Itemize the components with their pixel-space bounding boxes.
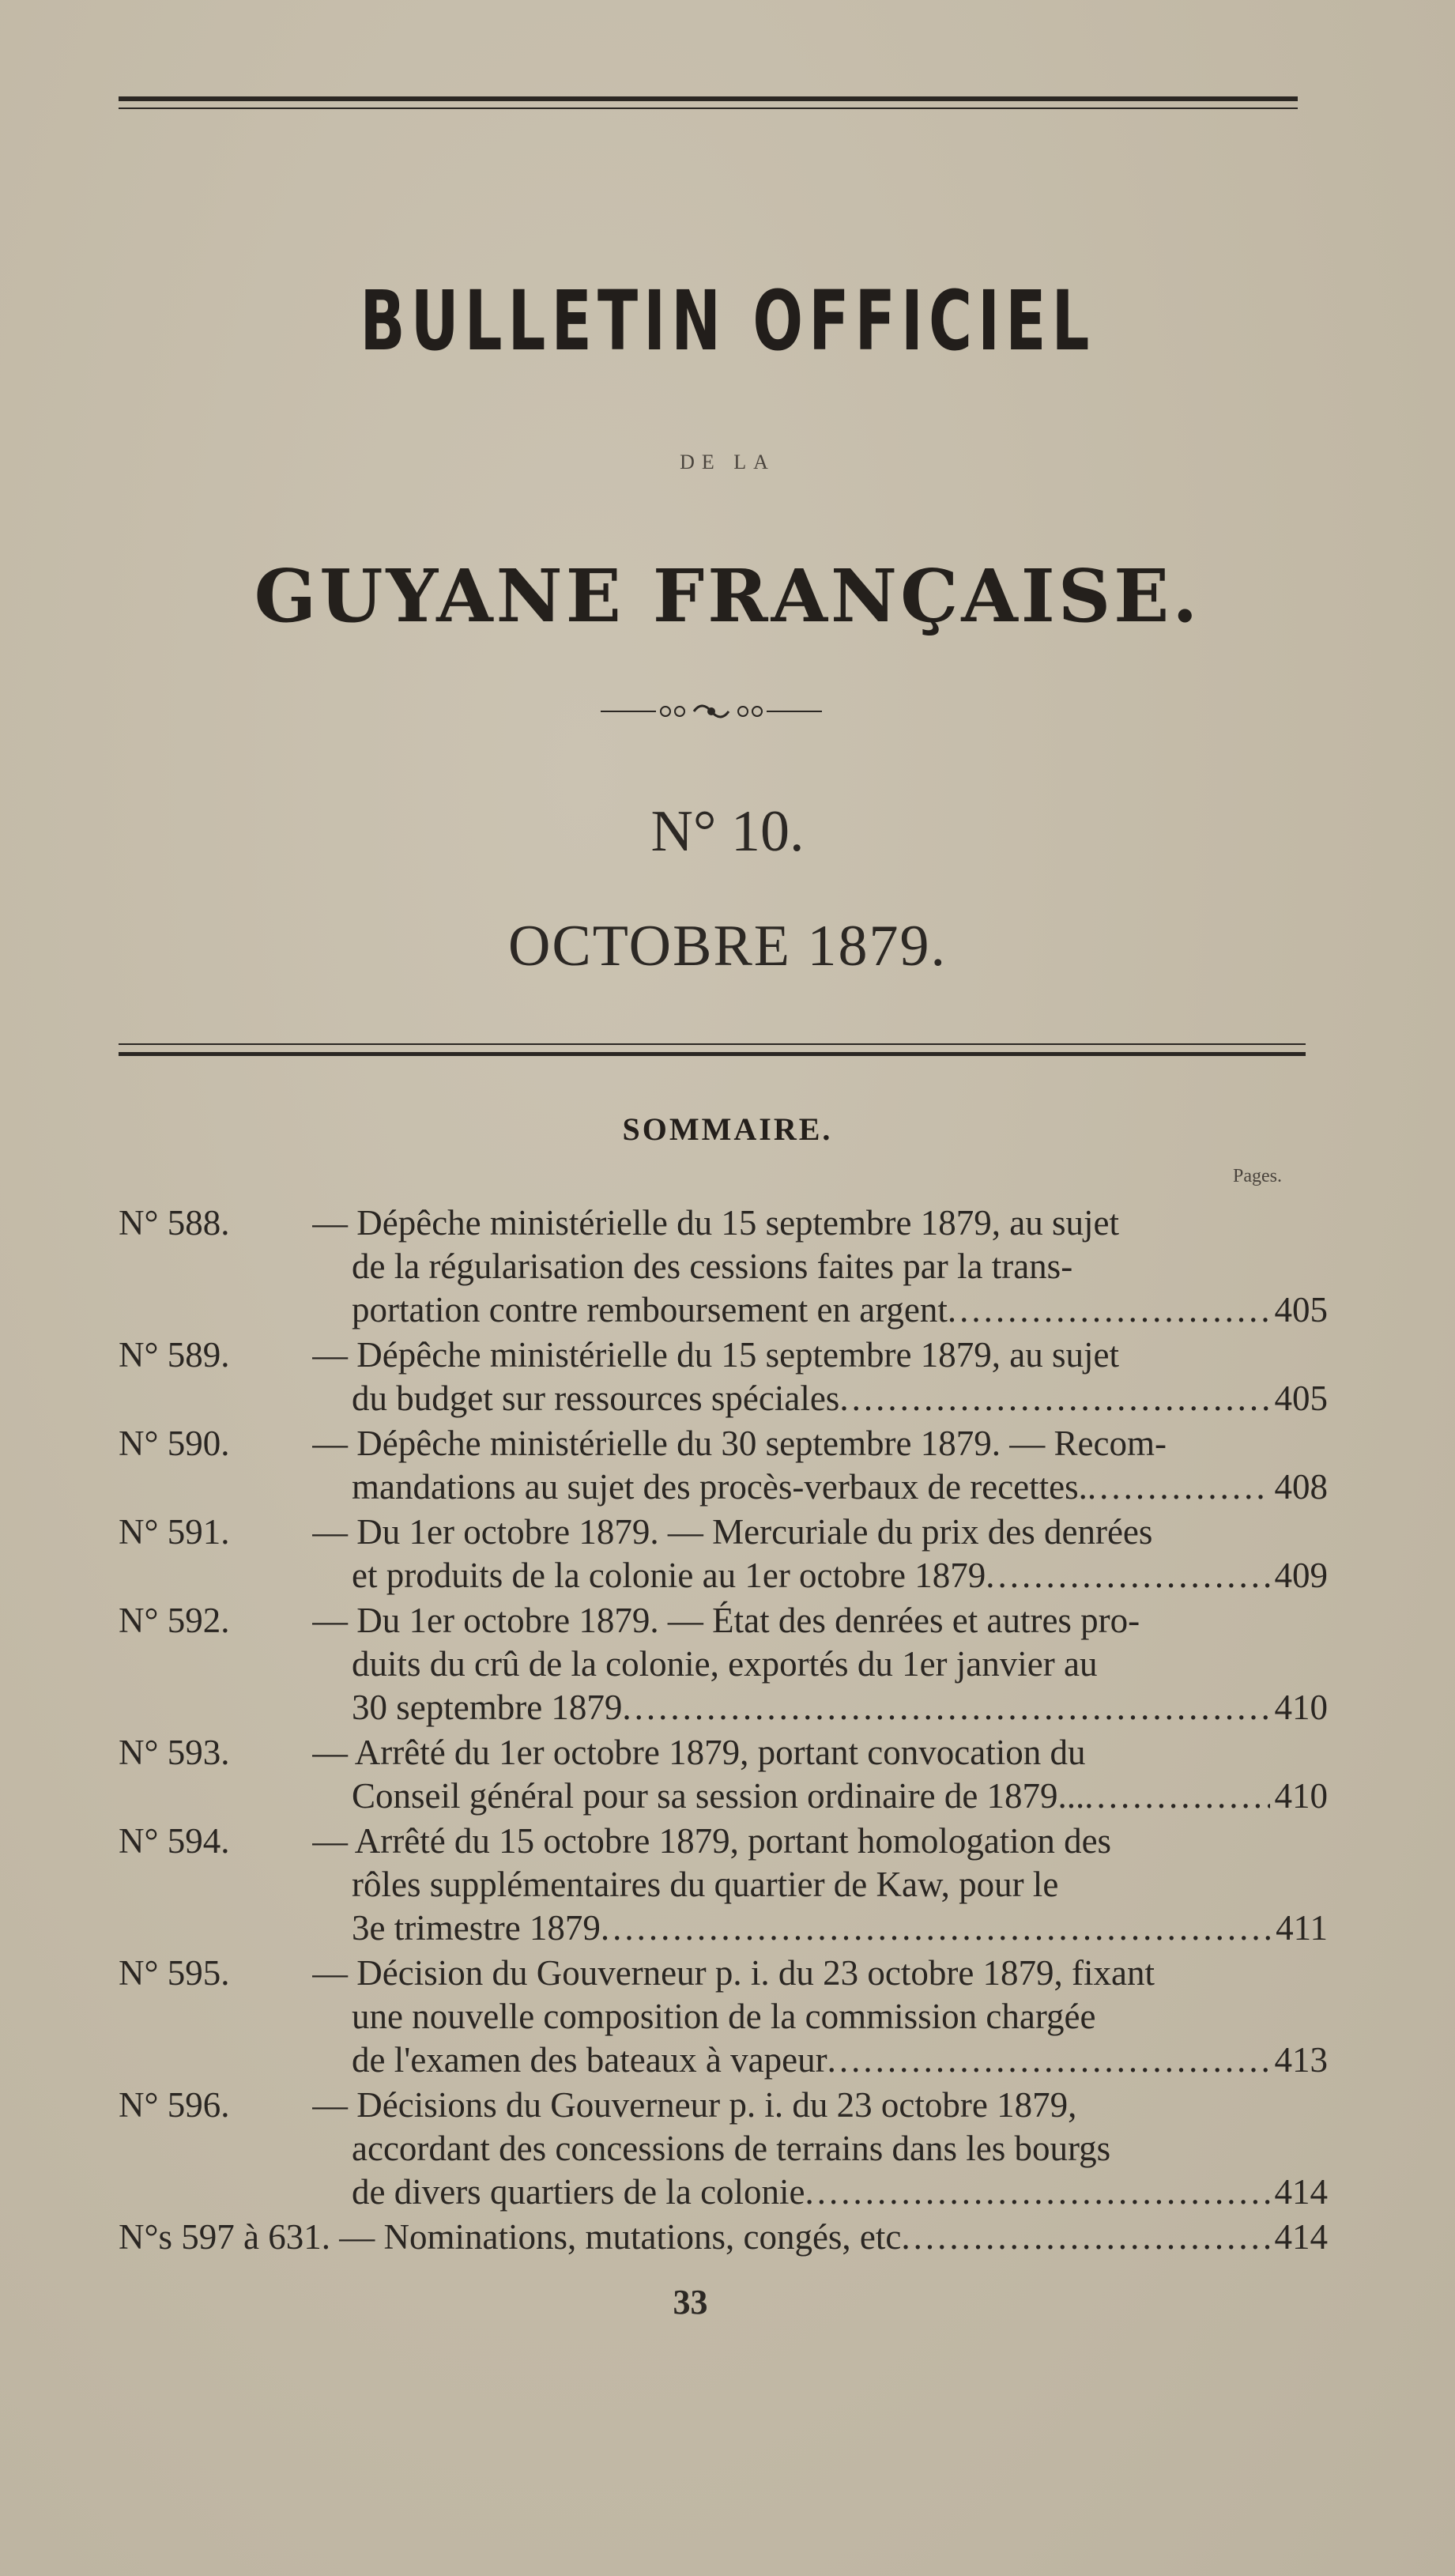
toc-entry-number: N° 595. <box>119 1953 230 1993</box>
toc-entry-line <box>352 1643 1328 1686</box>
issue-date: OCTOBRE 1879. <box>507 914 948 979</box>
table-of-contents <box>119 1201 1328 2261</box>
issue-number: N° 10. <box>650 799 805 864</box>
toc-entry-page: 405 <box>1274 1379 1328 1418</box>
toc-entry-text: 3e trimestre 1879 <box>352 1908 601 1948</box>
toc-entry-text: une nouvelle composition de la commission chargée <box>352 1997 1096 2036</box>
toc-entry-number: N° 594. <box>119 1821 230 1861</box>
toc-entry-line <box>352 2171 1328 2214</box>
toc-entry-page: 408 <box>1274 1467 1328 1507</box>
toc-entry-line <box>352 1288 1328 1332</box>
toc-entry-number: N° 593. <box>119 1733 230 1772</box>
toc-entry-line <box>352 1245 1328 1288</box>
signature-mark: 33 <box>673 2283 708 2321</box>
toc-entry-text: et produits de la colonie au 1er octobre 1879 <box>352 1556 986 1595</box>
toc-entry-page: 411 <box>1276 1908 1328 1948</box>
leader-dots <box>948 1288 1270 1332</box>
top-rule-thin <box>119 107 1298 109</box>
leader-dots <box>901 2216 1269 2259</box>
summary-heading: SOMMAIRE. <box>622 1111 833 1147</box>
toc-entry-line <box>312 1731 1328 1775</box>
toc-entry-text: — Dépêche ministérielle du 30 septembre 1879. — Recom- <box>312 1424 1167 1463</box>
toc-entry-text: de l'examen des bateaux à vapeur <box>352 2040 827 2080</box>
bulletin-title: BULLETIN OFFICIEL <box>360 273 1095 369</box>
toc-entry-number: N° 589. <box>119 1335 230 1375</box>
toc-entry-number: N° 596. <box>119 2085 230 2125</box>
toc-entry-text: — Décisions du Gouverneur p. i. du 23 octobre 1879, <box>312 2085 1077 2125</box>
toc-entry-text: — Du 1er octobre 1879. — Mercuriale du prix des denrées <box>312 1512 1153 1552</box>
toc-entry <box>119 1731 1328 1818</box>
toc-entry <box>119 1599 1328 1729</box>
toc-entry <box>119 2216 1328 2259</box>
toc-entry-text: — Arrêté du 1er octobre 1879, portant convocation du <box>312 1733 1086 1772</box>
leader-dots <box>1087 1465 1270 1509</box>
toc-entry-page: 414 <box>1274 2217 1328 2257</box>
toc-entry <box>119 1422 1328 1509</box>
toc-entry-line <box>312 1820 1328 1863</box>
toc-entry <box>119 1952 1328 2082</box>
toc-entry-text: mandations au sujet des procès-verbaux de recettes. <box>352 1467 1087 1507</box>
toc-entry-line <box>312 1422 1328 1465</box>
leader-dots <box>839 1377 1269 1420</box>
toc-entry-text: de divers quartiers de la colonie <box>352 2172 805 2212</box>
toc-entry-text: portation contre remboursement en argent <box>352 1290 948 1329</box>
toc-entry-text: rôles supplémentaires du quartier de Kaw, pour le <box>352 1865 1059 1904</box>
toc-entry-line <box>352 2039 1328 2082</box>
toc-entry <box>119 1820 1328 1950</box>
toc-entry-text: Conseil général pour sa session ordinaire de 1879... <box>352 1776 1085 1816</box>
toc-entry <box>119 1333 1328 1420</box>
toc-entry-page: 409 <box>1274 1556 1328 1595</box>
toc-entry-text: duits du crû de la colonie, exportés du 1er janvier au <box>352 1644 1098 1684</box>
toc-entry-line <box>312 2084 1328 2127</box>
toc-entry <box>119 2084 1328 2214</box>
toc-entry <box>119 1511 1328 1597</box>
toc-entry-number: N°s 597 à 631. <box>119 2217 340 2257</box>
toc-entry-page: 413 <box>1274 2040 1328 2080</box>
toc-entry-text: — Dépêche ministérielle du 15 septembre 1879, au sujet <box>312 1203 1119 1243</box>
leader-dots <box>805 2171 1270 2214</box>
toc-entry-line <box>352 1995 1328 2039</box>
toc-entry-text: accordant des concessions de terrains dans les bourgs <box>352 2129 1111 2168</box>
top-rule-thick <box>119 96 1298 101</box>
toc-entry-text: — Décision du Gouverneur p. i. du 23 octobre 1879, fixant <box>312 1953 1155 1993</box>
leader-dots <box>1084 1775 1269 1818</box>
mid-rule-thick <box>119 1052 1306 1056</box>
toc-entry-text: du budget sur ressources spéciales <box>352 1379 840 1418</box>
toc-entry-line <box>312 1333 1328 1377</box>
toc-entry <box>119 1201 1328 1332</box>
toc-entry-page: 405 <box>1274 1290 1328 1329</box>
toc-entry-text: — Du 1er octobre 1879. — État des denrées et autres pro- <box>312 1601 1140 1640</box>
toc-entry-line <box>352 1686 1328 1729</box>
toc-entry-line <box>352 1554 1328 1597</box>
toc-entry-line <box>352 1465 1328 1509</box>
toc-entry-text: — Arrêté du 15 octobre 1879, portant homologation des <box>312 1821 1112 1861</box>
toc-entry-page: 410 <box>1274 1776 1328 1816</box>
mid-rule-thin <box>119 1043 1306 1045</box>
toc-entry-text: — Nominations, mutations, congés, etc <box>339 2217 902 2257</box>
leader-dots <box>601 1907 1271 1950</box>
toc-entry-line <box>352 2127 1328 2171</box>
leader-dots <box>827 2039 1270 2082</box>
toc-entry-text: 30 septembre 1879 <box>352 1688 623 1727</box>
toc-entry-number: N° 590. <box>119 1424 230 1463</box>
toc-entry-line <box>312 1599 1328 1643</box>
leader-dots <box>622 1686 1269 1729</box>
bulletin-subtitle: DE LA <box>680 451 775 473</box>
toc-entry-line <box>312 1952 1328 1995</box>
toc-entry-number: N° 591. <box>119 1512 230 1552</box>
pages-label: Pages. <box>1233 1166 1282 1186</box>
toc-entry-line <box>312 1201 1328 1245</box>
toc-entry-text: — Dépêche ministérielle du 15 septembre 1879, au sujet <box>312 1335 1119 1375</box>
toc-entry-line <box>352 1863 1328 1907</box>
toc-entry-line <box>352 1377 1328 1420</box>
toc-entry-line <box>352 1775 1328 1818</box>
toc-entry-number: N° 592. <box>119 1601 230 1640</box>
leader-dots <box>986 1554 1269 1597</box>
toc-entry-page: 414 <box>1274 2172 1328 2212</box>
toc-entry-line <box>312 1511 1328 1554</box>
toc-entry-number: N° 588. <box>119 1203 230 1243</box>
toc-entry-line <box>352 1907 1328 1950</box>
toc-entry-line <box>119 2216 1328 2259</box>
toc-entry-page: 410 <box>1274 1688 1328 1727</box>
colony-name: GUYANE FRANÇAISE. <box>254 553 1201 639</box>
toc-entry-text: de la régularisation des cessions faites par la trans- <box>352 1247 1073 1286</box>
ornament-icon <box>601 700 822 723</box>
